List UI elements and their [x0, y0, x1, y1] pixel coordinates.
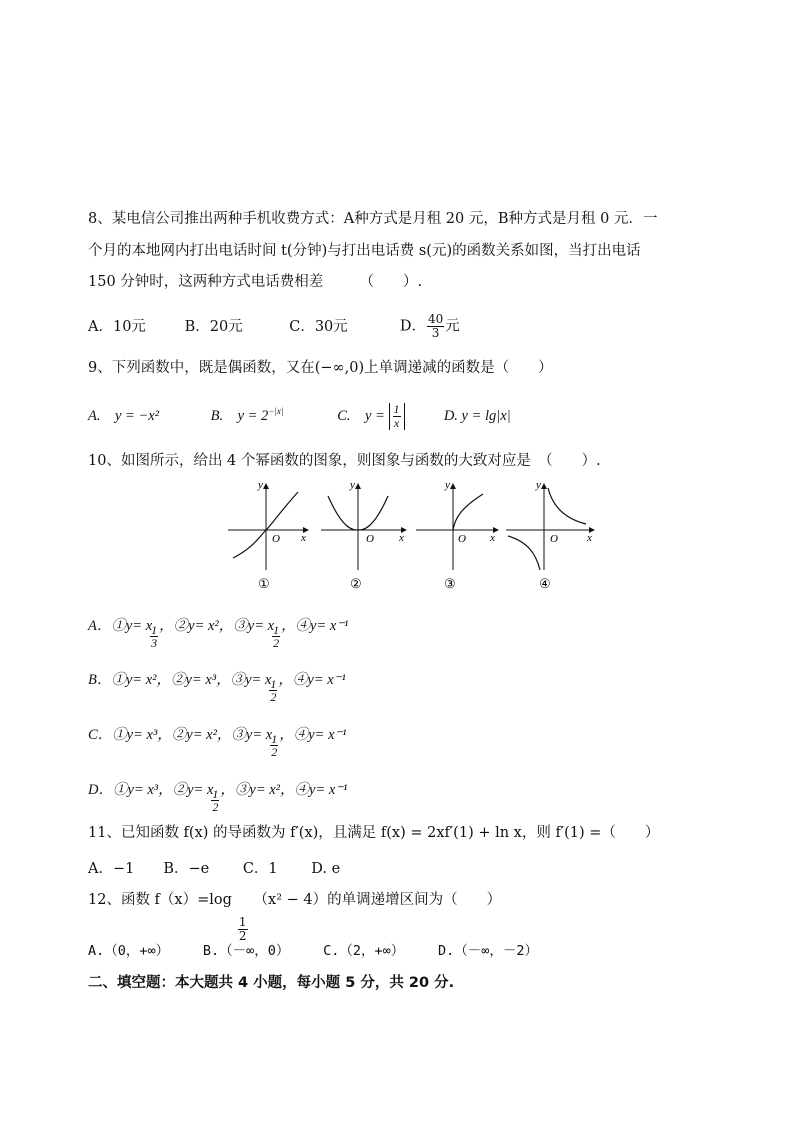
q8-option-d: D． $\frac{40}{3}$ 元 — [399, 312, 460, 340]
q8-option-b: B．20元 — [184, 318, 243, 335]
q9-options — [88, 403, 511, 430]
q10-option-b: B．①y= x²，②y= x³，③y= x $\frac{1}{2}$ ，④y= x⁻¹ — [88, 672, 346, 704]
q8-option-a: A．10元 — [88, 318, 146, 335]
q10-option-d: D．①y= x³，②y= x $\frac{1}{2}$ ，③y= x²，④y= x⁻¹ — [88, 782, 348, 814]
q10-option-a: A．①y= x $\frac{1}{3}$ ，②y= x²，③y= x $\frac{1}{2}$ ，④y= x⁻¹ — [88, 618, 349, 650]
q9-line: 9、下列函数中，既是偶函数，又在(−∞,0)上单调递减的函数是（ ） — [88, 360, 553, 376]
graph-3-label: ③ — [444, 577, 456, 592]
graph-1-label: ① — [258, 577, 270, 592]
q8-option-c: C．30元 — [289, 318, 348, 335]
graph-1-x-label: x — [301, 532, 306, 544]
graph-1-origin: O — [272, 533, 280, 545]
q8-options — [88, 313, 460, 340]
graph-3-origin: O — [458, 533, 466, 545]
graph-4-y-label: y — [536, 479, 541, 491]
graph-1-y-label: y — [258, 479, 263, 491]
q9-option-b: B. $y = 2^{-|x|}$ — [210, 405, 284, 424]
graph-3-y-label: y — [445, 479, 450, 491]
q11-options: A．−1 B．−e C．1 D. e — [88, 861, 341, 877]
q10-line: 10、如图所示，给出 4 个幂函数的图象，则图象与函数的大致对应是 （ ）. — [88, 453, 601, 469]
q12-line: 12、函数 f（x）=log $\frac{1}{2}$ （x² − 4）的单调递增区间为（ ） — [88, 892, 502, 943]
q12-options: A.（0，+∞） B.（－∞，0） C.（2，+∞） D.（－∞，－2） — [88, 943, 539, 959]
section-2-heading: 二、填空题：本大题共 4 小题，每小题 5 分，共 20 分. — [88, 975, 455, 991]
q8-line3: 150 分钟时，这两种方式电话费相差 （ ）. — [88, 274, 423, 290]
graph-4 — [506, 484, 594, 570]
graph-2-origin: O — [366, 533, 374, 545]
q9-option-d: D. y = lg|x| — [443, 407, 511, 424]
power-function-graphs — [228, 478, 598, 593]
graph-2 — [321, 484, 406, 570]
q9-option-c: C. y = $\frac{1}{x}$ — [337, 403, 439, 430]
graph-3-x-label: x — [490, 532, 495, 544]
graph-2-x-label: x — [399, 532, 404, 544]
graph-2-y-label: y — [350, 479, 355, 491]
q8-line1: 8、某电信公司推出两种手机收费方式：A种方式是月租 20 元，B种方式是月租 0 元．一 — [88, 211, 658, 227]
graph-4-label: ④ — [539, 577, 551, 592]
graph-1 — [228, 484, 308, 570]
graph-4-x-label: x — [587, 532, 592, 544]
q9-option-a: A. y = −x² — [88, 407, 160, 424]
q8-line2: 个月的本地网内打出电话时间 t(分钟)与打出电话费 s(元)的函数关系如图，当打出电话 — [88, 243, 641, 259]
graph-2-label: ② — [350, 577, 362, 592]
q11-line: 11、已知函数 f(x) 的导函数为 f′(x)，且满足 f(x) = 2xf′(1) + ln x，则 f′(1) =（ ） — [88, 825, 660, 841]
q10-option-c: C．①y= x³，②y= x²，③y= x $\frac{1}{2}$ ，④y= x⁻¹ — [88, 727, 347, 759]
graph-3 — [416, 484, 498, 570]
graph-4-origin: O — [550, 533, 558, 545]
